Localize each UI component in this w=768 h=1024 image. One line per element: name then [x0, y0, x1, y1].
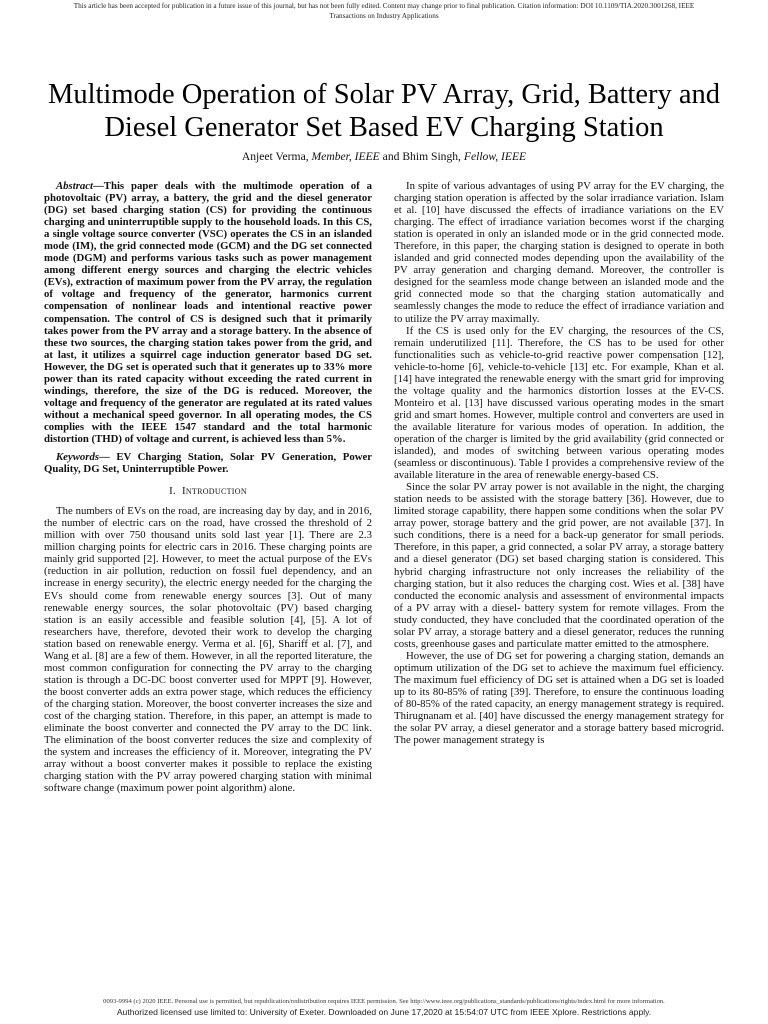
- license-footer: Authorized licensed use limited to: University of Exeter. Downloaded on June 17,2020 at 15:54:07 UTC from IEEE Xplore. Restrictions apply.: [116, 1007, 652, 1017]
- intro-paragraph-1: The numbers of EVs on the road, are increasing day by day, and in 2016, the number of electric cars on the road, have crossed the threshold of 2 million with over 750 thousand units sold last year [1]. There are 2.3 million charging points for electric cars in 2016. These charging points are mainly grid supported [2]. However, to meet the actual purpose of the EVs (reduction in air pollution, reduction on fossil fuel dependency, and an increase in energy security), the electric energy needed for the charging the EVs should come from renewable energy sources [3]. Out of many renewable energy sources, the solar photovoltaic (PV) based charging station is an easily accessible and feasible solution [4], [5]. A lot of researchers have, therefore, devoted their work to develop the charging station based on renewable energy. Verma et al. [6], Shariff et al. [7], and Wang et al. [8] are a few of them. However, in all the reported literature, the most common configuration for connecting the PV array to the charging station is through a DC-DC boost converter used for MPPT [9]. However, the boost converter adds an extra power stage, which reduces the efficiency of the charging station. Moreover, the boost converter increases the size and cost of the charging station. Therefore, in this paper, an attempt is made to eliminate the boost converter and connected the PV array to the DC link. The elimination of the boost converter reduces the size and complexity of the system and increases the efficiency of it. Moreover, integrating the PV array without a boost converter makes it possible to replace the existing charging station with the PV array powered charging station with minimal software change (maximum power point algorithm) alone.: [44, 505, 372, 795]
- author-2-role: Fellow, IEEE: [463, 150, 527, 163]
- author-2-name: Bhim Singh,: [402, 150, 461, 163]
- right-column: [394, 180, 724, 746]
- author-1-role: Member, IEEE: [311, 150, 380, 163]
- section-title-rest: ntroduction: [185, 485, 247, 498]
- copyright-footer: 0093-9994 (c) 2020 IEEE. Personal use is permitted, but republication/redistribution requires IEEE permission. See http://www.ieee.org/publications_standards/publications/rights/index.html for more information.: [103, 998, 665, 1005]
- left-column: [44, 180, 372, 794]
- author-line: [0, 150, 768, 164]
- section-title-initial: I: [181, 485, 186, 498]
- journal-header: [0, 2, 768, 21]
- body-paragraph: However, the use of DG set for powering a charging station, demands an optimum utilization of the DG set to achieve the maximum fuel efficiency. The maximum fuel efficiency of DG set is attained when a DG set is loaded up to its 80-85% of rating [39]. Therefore, to ensure the continuous loading of 80-85% of the rated capacity, an energy management strategy is required. Thirugnanam et al. [40] have discussed the energy management strategy for the solar PV array, a diesel generator and a storage battery based microgrid. The power management strategy is: [394, 649, 724, 747]
- keywords-text: — EV Charging Station, Solar PV Generation, Power Quality, DG Set, Uninterruptible Power.: [44, 451, 372, 476]
- body-paragraph: In spite of various advantages of using PV array for the EV charging, the charging station operation is affected by the solar irradiance variation. Islam et al. [10] have discussed the effects of irradiance variations on the EV charging. The effect of irradiance variation becomes worst if the charging station is operated in only an islanded mode or in the grid connected mode. Therefore, in this paper, the charging station is designed to operate in both islanded and grid connected modes depending upon the availability of the PV array generation and charging demand. Moreover, the controller is designed for the seamless mode change between an islanded mode and the grid connected mode so that the charging station automatically and seamlessly changes the mode to reduce the effect of irradiance variation and to utilize the PV array maximally.: [394, 180, 724, 325]
- section-number: I.: [169, 485, 176, 498]
- abstract-text: —This paper deals with the multimode operation of a photovoltaic (PV) array, a battery, the grid and the diesel generator (DG) set based charging station (CS) for providing the continuous charging and uninterruptible supply to the household loads. In this CS, a single voltage source converter (VSC) operates the CS in an islanded mode (IM), the grid connected mode (GCM) and the DG set connected mode (DGM) and performs various tasks such as power management among different energy sources and charging the electric vehicles (EVs), extraction of maximum power from the PV array, the regulation of voltage and frequency of the generator, harmonics current compensation of nonlinear loads and intentional reactive power compensation. The control of CS is designed such that it primarily takes power from the PV array and a storage battery. In the absence of these two sources, the charging station takes power from the grid, and at last, it utilizes a squirrel cage induction generator based DG set. However, the DG set is operated such that it generates up to 33% more power than its rated capacity without exceeding the rated current in windings, therefore, the size of the DG is reduced. Moreover, the voltage and frequency of the generator are regulated at its rated values without a mechanical speed governor. In all operating modes, the CS complies with the IEEE 1547 standard and the total harmonic distortion (THD) of voltage and current, is achieved less than 5%.: [44, 180, 372, 445]
- header-line-2: Transactions on Industry Applications: [329, 11, 439, 20]
- body-paragraph: If the CS is used only for the EV charging, the resources of the CS, remain underutilized [11]. Therefore, the CS has to be used for other functionalities such as vehicle-to-grid reactive power compensation [12], vehicle-to-home [6], vehicle-to-vehicle [13] etc. For example, Khan et al. [14] have integrated the renewable energy with the smart grid for improving the voltage quality and the harmonics distortion losses at the EV-CS. Monteiro et al. [13] have discussed various operating modes in the smart grid and smart homes. However, multiple control and converters are used in the available literature for various modes of operation. In addition, the operation of the charger is limited by the grid availability (grid connected or islanded), and modes of switching between various operating modes (seamless or discontinuous). Table I provides a comprehensive review of the available literature in the area of renewable energy-based CS.: [394, 324, 724, 482]
- body-paragraph: Since the solar PV array power is not available in the night, the charging station needs to be assisted with the storage battery [36]. However, due to limited storage capability, there happen some conditions when the solar PV array power, storage battery and the grid power, are not available [37]. In such conditions, there is a need for a back-up generator for small periods. Therefore, in this paper, a grid connected, a solar PV array, a storage battery and a diesel generator (DG) set based charging station is considered. This hybrid charging infrastructure not only increases the reliability of the charging station, but it also reduces the charging cost. Wies et al. [38] have conducted the economic analysis and assessment of environmental impacts of a PV array with a diesel- battery system for remote villages. From the study conducted, they have concluded that the coordinated operation of the solar PV array, a storage battery and a diesel generator, reduces the running costs, greenhouse gases and particulate matter emitted to the atmosphere.: [394, 481, 724, 650]
- keywords-label: Keywords: [56, 451, 99, 464]
- header-line-1: This article has been accepted for publication in a future issue of this journal, but has not been fully edited. Content may change prior to final publication. Citation information: DOI 10.1109/TIA.2020.3001268, IEEE: [73, 2, 695, 10]
- keywords: [44, 451, 372, 475]
- author-conjunction: and: [382, 150, 400, 163]
- paper-title: Multimode Operation of Solar PV Array, Grid, Battery and Diesel Generator Set Based EV Charging Station: [47, 79, 720, 143]
- abstract-label: Abstract: [56, 180, 94, 192]
- author-1-name: Anjeet Verma,: [241, 150, 309, 163]
- section-heading-introduction: [44, 485, 372, 497]
- abstract: [44, 180, 372, 445]
